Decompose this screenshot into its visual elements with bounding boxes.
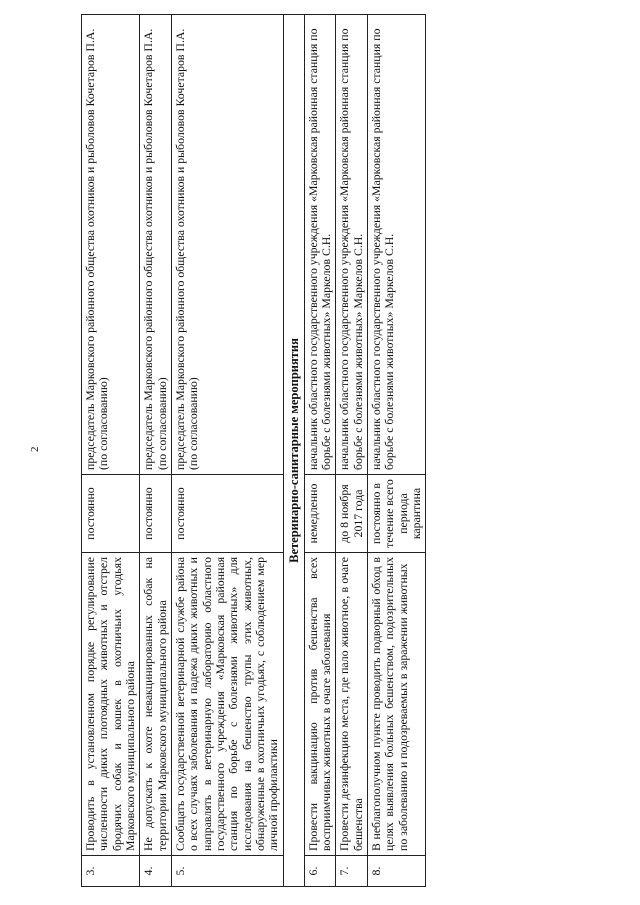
term-cell: постоянно — [140, 475, 172, 553]
row-number: 3. — [82, 856, 140, 887]
table-row — [368, 15, 426, 887]
term-cell: до 8 ноября 2017 года — [336, 475, 368, 553]
action-cell: В неблагополучном пункте проводить подворный обход в целях выявления больных бешенством, подозрительных по заболеванию и подозреваемых в заражении животных — [368, 553, 426, 856]
table-row — [82, 15, 140, 887]
row-number: 4. — [140, 856, 172, 887]
table-row — [336, 15, 368, 887]
row-number: 7. — [336, 856, 368, 887]
page-number: 2 — [29, 446, 41, 452]
responsible-cell: начальник областного государственного учреждения «Марковская районная станция по борьбе с болезнями животных» Маркелов С.Н. — [368, 15, 426, 475]
responsible-cell: председатель Марковского районного общества охотников и рыболовов Кочетаров П.А. (по согласованию) — [171, 15, 283, 475]
table-row — [171, 15, 283, 887]
term-cell: постоянно — [82, 475, 140, 553]
responsible-cell: председатель Марковского районного общества охотников и рыболовов Кочетаров П.А. (по согласованию) — [140, 15, 172, 475]
table-row — [140, 15, 172, 887]
rotated-page-content — [81, 15, 638, 887]
row-number: 6. — [304, 856, 336, 887]
responsible-cell: председатель Марковского районного общества охотников и рыболовов Кочетаров П.А. (по согласованию) — [82, 15, 140, 475]
term-cell: постоянно в течение всего периода карантина — [368, 475, 426, 553]
responsible-cell: начальник областного государственного учреждения «Марковская районная станция по борьбе с болезнями животных» Маркелов С.Н. — [304, 15, 336, 475]
action-cell: Сообщать государственной ветеринарной службе района о всех случаях заболевания и падежа диких животных и направлять в ветеринарную лабораторию областного государственного учреждения «Марковская районная станция по борьбе с болезнями животных» для исследования на бешенство трупы этих животных, обнаруженные в охотничьих угодьях, с соблюдением мер личной профилактики — [171, 553, 283, 856]
responsible-cell: начальник областного государственного учреждения «Марковская районная станция по борьбе с болезнями животных» Маркелов С.Н. — [336, 15, 368, 475]
table-row — [304, 15, 336, 887]
action-cell: Провести дезинфекцию места, где пало животное, в очаге бешенства — [336, 553, 368, 856]
row-number: 5. — [171, 856, 283, 887]
term-cell: немедленно — [304, 475, 336, 553]
section-heading-row — [283, 15, 304, 887]
action-cell: Не допускать к охоте невакцинированных собак на территории Марковского муниципального района — [140, 553, 172, 856]
action-cell: Провести вакцинацию против бешенства всех восприимчивых животных в очаге заболевания — [304, 553, 336, 856]
row-number: 8. — [368, 856, 426, 887]
term-cell: постоянно — [171, 475, 283, 553]
action-cell: Проводить в установленном порядке регулирование численности диких плотоядных животных и отстрел бродячих собак и кошек в охотничьих угодьях Марковского муниципального района — [82, 553, 140, 856]
measures-table — [81, 14, 426, 887]
section-heading: Ветеринарно-санитарные мероприятия — [283, 15, 304, 887]
